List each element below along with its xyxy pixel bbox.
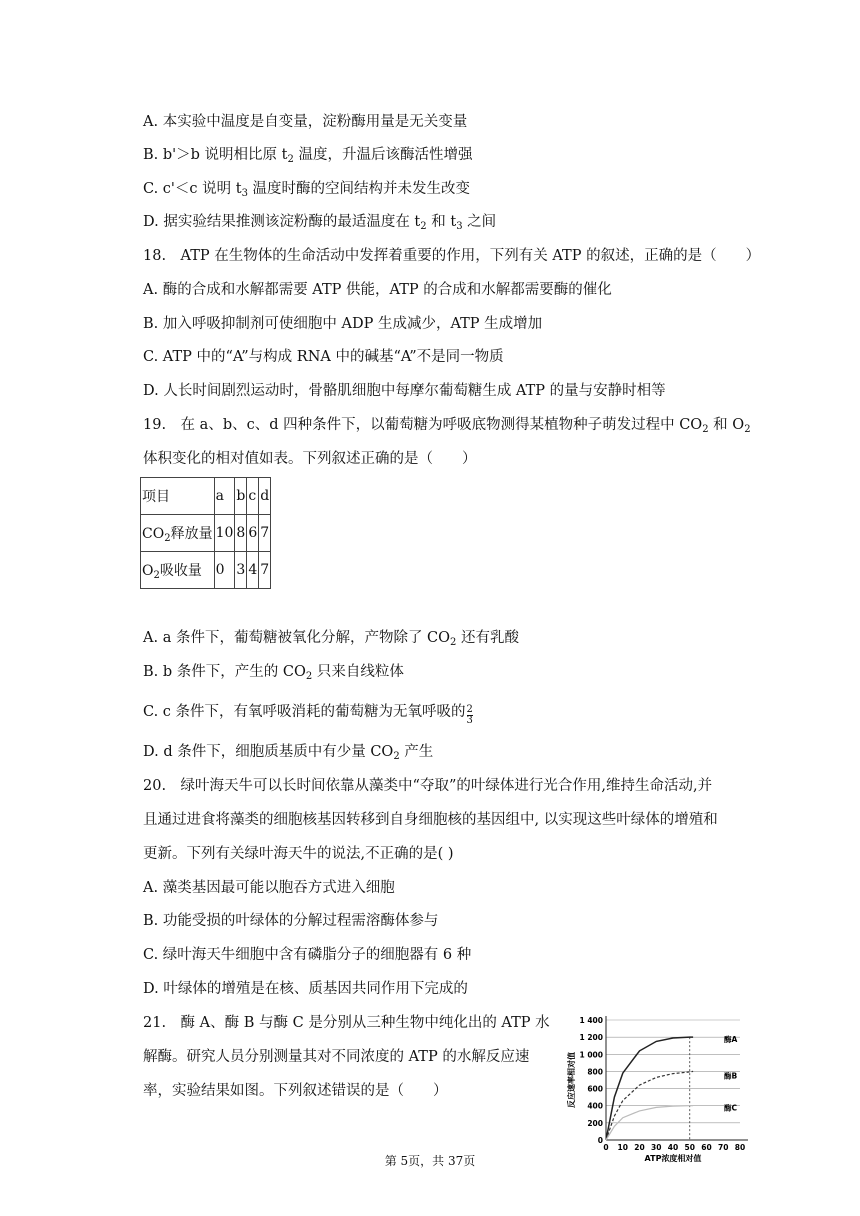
table-cell: 4	[247, 552, 259, 589]
x-axis-label: ATP浓度相对值	[644, 1154, 702, 1163]
q18-option-a: A. 酶的合成和水解都需要 ATP 供能，ATP 的合成和水解都需要酶的催化	[143, 282, 612, 298]
y-tick-label: 400	[587, 1101, 603, 1111]
q20-stem-line3: 更新。下列有关绿叶海天牛的说法,不正确的是( )	[143, 846, 454, 862]
q18-option-c: C. ATP 中的“A”与构成 RNA 中的碱基“A”不是同一物质	[143, 349, 504, 365]
page-footer: 第 5页，共 37页	[384, 1154, 476, 1168]
q17-option-a: A. 本实验中温度是自变量，淀粉酶用量是无关变量	[143, 114, 468, 130]
q17-option-c: C. c'＜c 说明 $t_3$ 温度时酶的空间结构并未发生改变	[143, 181, 471, 199]
y-axis-label: 反应速率相对值	[567, 1052, 576, 1108]
table-label-co2: $CO_2$释放量	[141, 515, 215, 552]
table-label-o2: $O_2$吸收量	[141, 552, 215, 589]
q19-option-b: B. b 条件下，产生的 $CO_2$ 只来自线粒体	[143, 664, 404, 682]
table-cell: 10	[214, 515, 235, 552]
q20-option-b: B. 功能受损的叶绿体的分解过程需溶酶体参与	[143, 913, 439, 929]
y-tick-label: 600	[587, 1084, 603, 1094]
q20-option-a: A. 藻类基因最可能以胞吞方式进入细胞	[143, 880, 395, 896]
fraction: $\frac{2}{3}$	[466, 704, 473, 726]
table-row	[141, 515, 271, 552]
q19-option-a: A. a 条件下，葡萄糖被氧化分解，产物除了 $CO_2$ 还有乳酸	[143, 630, 520, 648]
y-tick-label: 1 200	[579, 1033, 603, 1043]
table-header-item: 项目	[141, 478, 215, 515]
table-cell: 8	[235, 515, 247, 552]
series-label: 酶B	[724, 1071, 738, 1081]
q19-option-c: C. c 条件下，有氧呼吸消耗的葡萄糖为无氧呼吸的 $\frac{2}{3}$	[143, 704, 473, 726]
q18-option-d: D. 人长时间剧烈运动时，骨骼肌细胞中每摩尔葡萄糖生成 ATP 的量与安静时相等	[143, 383, 666, 399]
q20-stem-line2: 且通过进食将藻类的细胞核基因转移到自身细胞核的基因组中, 以实现这些叶绿体的增殖和	[143, 812, 718, 828]
q18-stem: 18. ATP 在生物体的生命活动中发挥着重要的作用，下列有关 ATP 的叙述，正确的是（ ）	[143, 248, 761, 264]
x-tick-label: 70	[718, 1143, 729, 1152]
table-header-d: d	[259, 478, 271, 515]
x-tick-label: 20	[634, 1143, 645, 1152]
q21-stem-line1: 21. 酶 A、酶 B 与酶 C 是分别从三种生物中纯化出的 ATP 水	[143, 1015, 550, 1031]
table-header-c: c	[247, 478, 259, 515]
y-tick-label: 200	[587, 1118, 603, 1128]
x-tick-label: 10	[617, 1143, 628, 1152]
y-tick-label: 1 400	[579, 1016, 603, 1025]
table-row	[141, 552, 271, 589]
q20-stem-line1: 20. 绿叶海天牛可以长时间依靠从藻类中“夺取”的叶绿体进行光合作用,维持生命活动,并	[143, 778, 713, 794]
x-tick-label: 60	[701, 1143, 712, 1152]
table-row	[141, 478, 271, 515]
table-cell: 7	[259, 515, 271, 552]
x-tick-label: 30	[651, 1143, 662, 1152]
table-cell: 0	[214, 552, 235, 589]
q20-option-d: D. 叶绿体的增殖是在核、质基因共同作用下完成的	[143, 981, 468, 997]
table-cell: 7	[259, 552, 271, 589]
q19-option-d: D. d 条件下，细胞质基质中有少量 $CO_2$ 产生	[143, 744, 434, 762]
atp-hydrolysis-chart	[560, 1010, 760, 1170]
q19-stem-line2: 体积变化的相对值如表。下列叙述正确的是（ ）	[143, 451, 477, 467]
table-header-a: a	[214, 478, 235, 515]
x-tick-label: 50	[684, 1143, 695, 1152]
y-tick-label: 1 000	[579, 1050, 603, 1060]
x-tick-label: 0	[603, 1143, 609, 1152]
q21-stem-line3: 率，实验结果如图。下列叙述错误的是（ ）	[143, 1083, 448, 1099]
q17-option-d: D. 据实验结果推测该淀粉酶的最适温度在 $t_2$ 和 $t_3$ 之间	[143, 214, 497, 232]
q20-option-c: C. 绿叶海天牛细胞中含有磷脂分子的细胞器有 6 种	[143, 947, 472, 963]
y-tick-label: 0	[597, 1136, 603, 1145]
q19-stem-line1: 19. 在 a、b、c、d 四种条件下，以葡萄糖为呼吸底物测得某植物种子萌发过程中 $CO_2$ 和 $O_2$	[143, 417, 751, 435]
series-label: 酶A	[724, 1035, 738, 1045]
table-cell: 6	[247, 515, 259, 552]
y-tick-label: 800	[587, 1067, 603, 1077]
q19-data-table	[140, 477, 271, 589]
x-tick-label: 80	[734, 1143, 746, 1152]
x-tick-label: 40	[667, 1143, 679, 1152]
q17-option-b: B. b'＞b 说明相比原 $t_2$ 温度，升温后该酶活性增强	[143, 147, 473, 165]
q21-stem-line2: 解酶。研究人员分别测量其对不同浓度的 ATP 的水解反应速	[143, 1049, 530, 1065]
q18-option-b: B. 加入呼吸抑制剂可使细胞中 ADP 生成减少，ATP 生成增加	[143, 316, 543, 332]
table-header-b: b	[235, 478, 247, 515]
table-cell: 3	[235, 552, 247, 589]
series-label: 酶C	[724, 1103, 738, 1113]
